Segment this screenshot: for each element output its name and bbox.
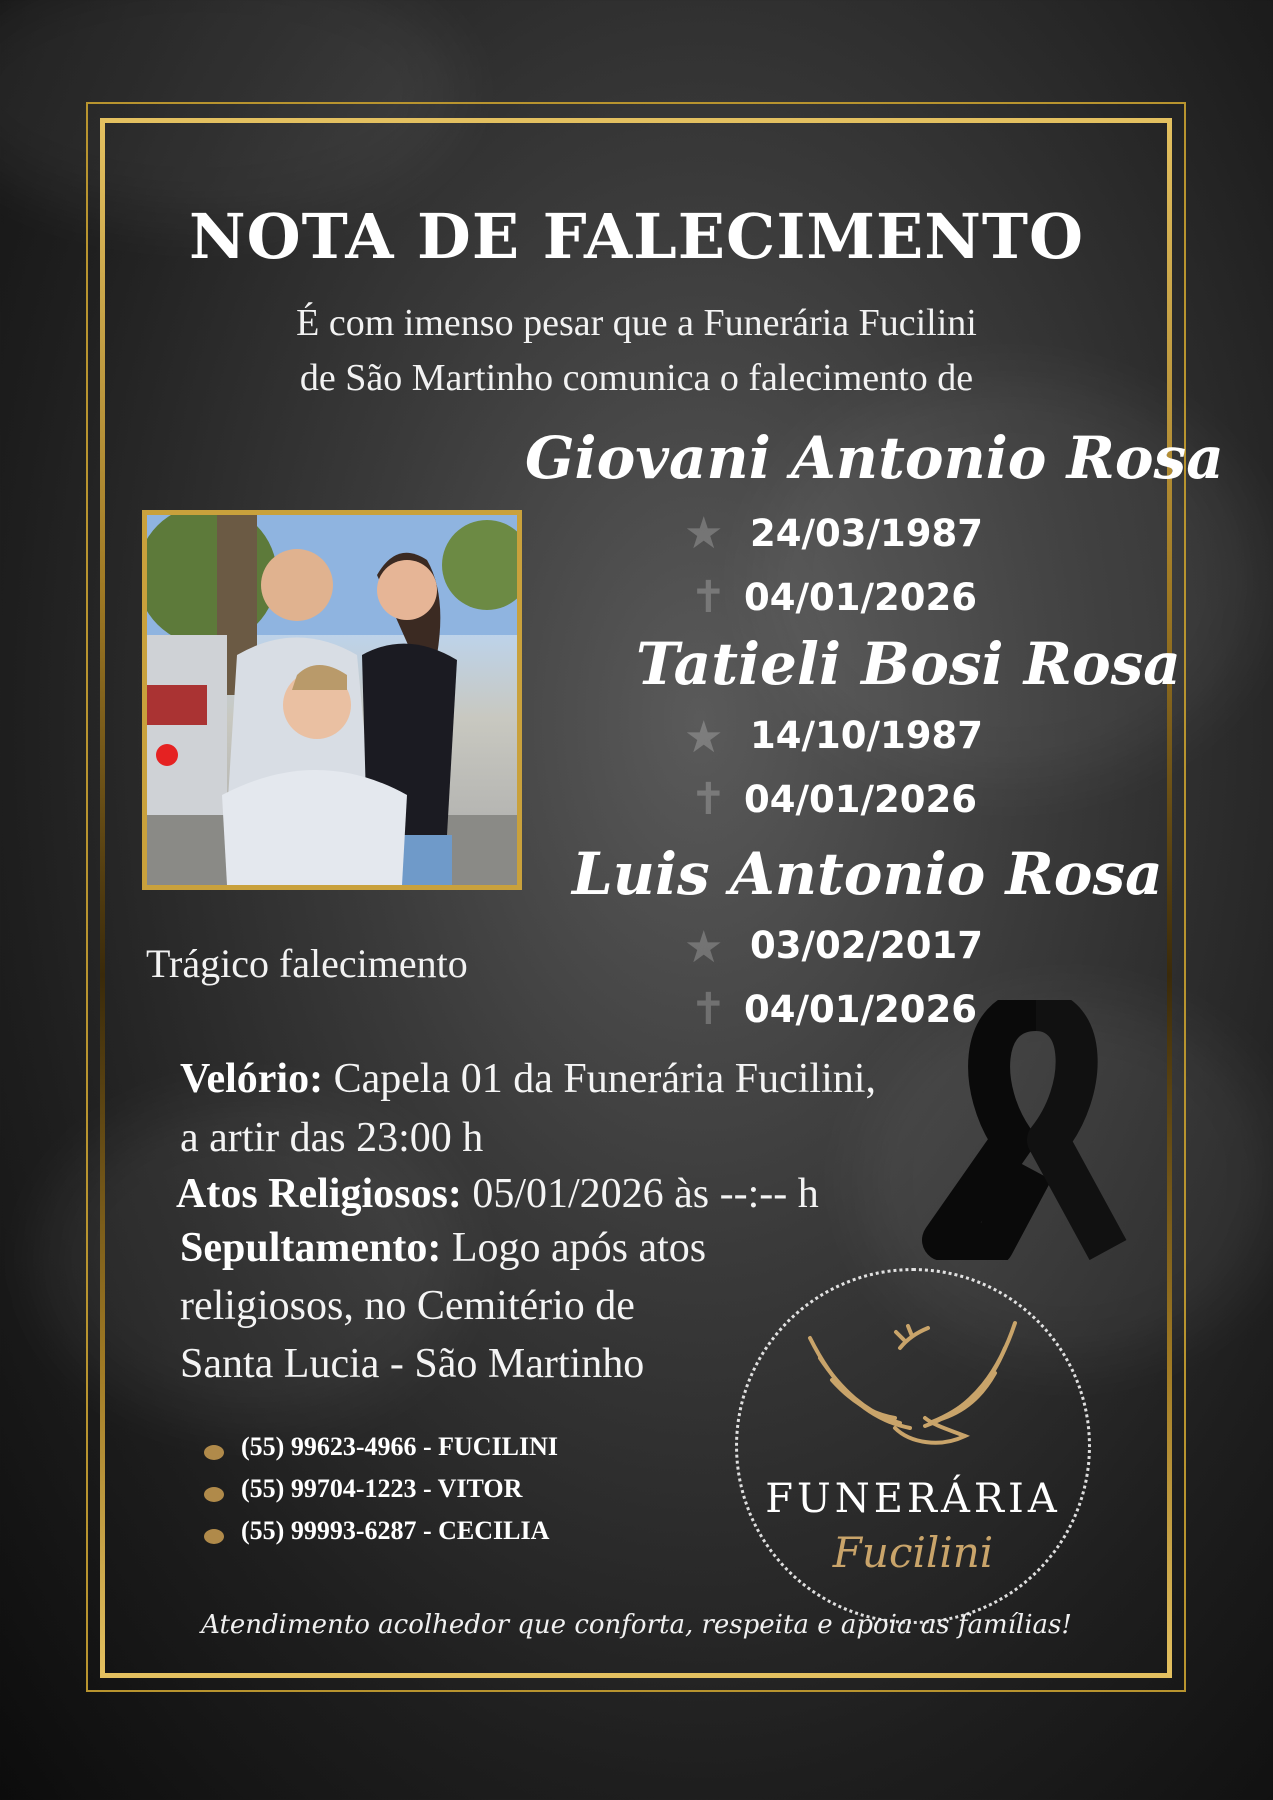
deceased-name-2: Tatieli Bosi Rosa: [636, 630, 1181, 698]
cross-icon: ✝: [690, 572, 727, 623]
family-photo-illustration: [147, 515, 517, 885]
cross-icon: ✝: [690, 984, 727, 1035]
atos-line: [176, 1170, 819, 1218]
atos-label: Atos Religiosos:: [176, 1171, 462, 1217]
sepultamento-text: Logo após atos: [441, 1225, 707, 1271]
velorio-line-2: a artir das 23:00 h: [180, 1115, 484, 1161]
page-title: NOTA DE FALECIMENTO: [188, 200, 1085, 273]
contact-text: (55) 99993-6287 - CECILIA: [241, 1516, 550, 1545]
star-icon: ★: [684, 712, 724, 763]
contact-text: (55) 99623-4966 - FUCILINI: [241, 1432, 559, 1461]
logo-name: FUNERÁRIA: [765, 1476, 1061, 1522]
intro-line-2: de São Martinho comunica o falecimento de: [299, 357, 974, 399]
intro-text: [0, 296, 1273, 406]
deceased-name-3: Luis Antonio Rosa: [572, 840, 1163, 908]
cross-icon: ✝: [690, 774, 727, 825]
photo-caption: Trágico falecimento: [146, 941, 468, 986]
bullet-icon: [204, 1487, 224, 1502]
dove-icon: [800, 1318, 1026, 1458]
intro-line-1: É com imenso pesar que a Funerária Fucilini: [296, 302, 977, 344]
death-date-2: 04/01/2026: [744, 778, 977, 821]
tagline: Atendimento acolhedor que conforta, respeita e apoia as famílias!: [201, 1610, 1072, 1640]
bullet-icon: [204, 1445, 224, 1460]
contact-text: (55) 99704-1223 - VITOR: [241, 1474, 523, 1503]
atos-text: 05/01/2026 às --:-- h: [461, 1171, 819, 1217]
birth-date-3: 03/02/2017: [750, 924, 983, 967]
deceased-name-1: Giovani Antonio Rosa: [525, 424, 1224, 492]
death-date-1: 04/01/2026: [744, 576, 977, 619]
star-icon: ★: [684, 508, 724, 559]
death-date-3: 04/01/2026: [744, 988, 977, 1031]
velorio-line-1: [180, 1055, 876, 1103]
mourning-ribbon-icon: [918, 1000, 1128, 1260]
family-photo: [142, 510, 522, 890]
sepultamento-line-2: religiosos, no Cemitério de: [180, 1283, 635, 1329]
birth-date-1: 24/03/1987: [750, 512, 983, 555]
star-icon: ★: [684, 922, 724, 973]
sepultamento-label: Sepultamento:: [180, 1225, 442, 1271]
birth-date-2: 14/10/1987: [750, 714, 983, 757]
logo-subname: Fucilini: [832, 1528, 994, 1577]
velorio-label: Velório:: [180, 1056, 324, 1102]
sepultamento-line-1: [180, 1224, 706, 1272]
velorio-text: Capela 01 da Funerária Fucilini,: [323, 1056, 876, 1102]
bullet-icon: [204, 1529, 224, 1544]
sepultamento-line-3: Santa Lucia - São Martinho: [180, 1341, 645, 1387]
